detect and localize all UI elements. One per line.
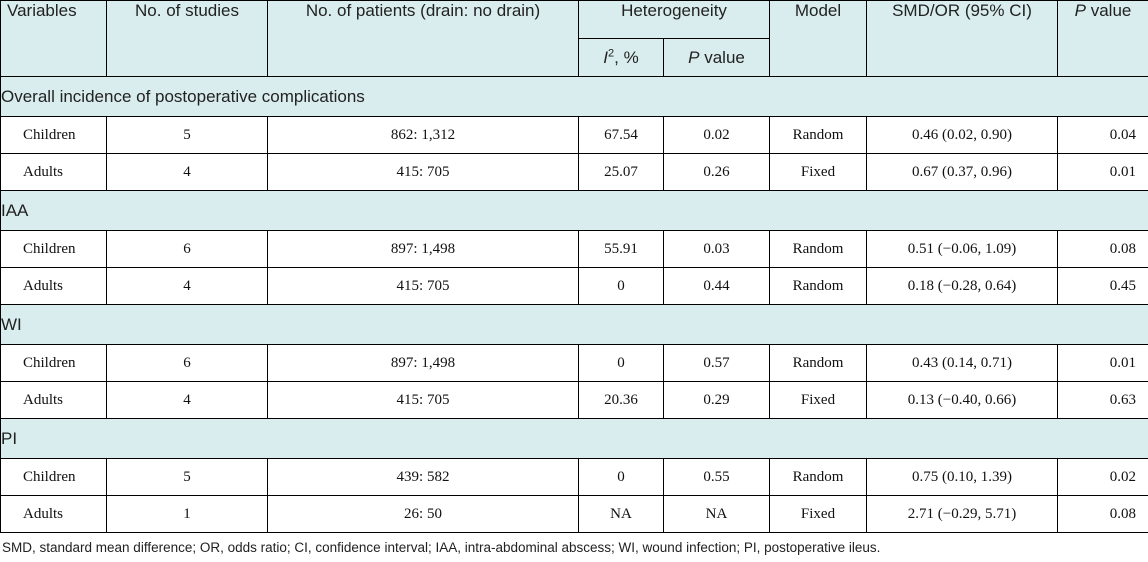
section-row [1,77,1148,117]
cell-patients: 897: 1,498 [268,345,579,382]
cell-i2: 0 [579,459,664,496]
cell-group: Adults [1,154,107,191]
table-row [1,382,1148,419]
header-i2-sup: 2 [608,46,615,59]
cell-p-value: 0.08 [1058,231,1148,268]
table-body [1,77,1148,533]
cell-effect: 0.67 (0.37, 0.96) [867,154,1058,191]
header-het-p [664,39,770,77]
cell-group: Children [1,231,107,268]
cell-effect: 0.13 (−0.40, 0.66) [867,382,1058,419]
cell-effect: 0.43 (0.14, 0.71) [867,345,1058,382]
section-title: Overall incidence of postoperative complications [1,77,1148,117]
cell-patients: 439: 582 [268,459,579,496]
cell-i2: 67.54 [579,117,664,154]
cell-het-p: 0.44 [664,268,770,305]
cell-studies: 4 [107,382,268,419]
cell-het-p: NA [664,496,770,533]
table-row [1,117,1148,154]
cell-patients: 415: 705 [268,382,579,419]
cell-patients: 415: 705 [268,154,579,191]
header-variables: Variables [1,1,107,77]
cell-p-value: 0.63 [1058,382,1148,419]
cell-het-p: 0.29 [664,382,770,419]
cell-patients: 26: 50 [268,496,579,533]
cell-group: Children [1,117,107,154]
cell-het-p: 0.03 [664,231,770,268]
cell-patients: 415: 705 [268,268,579,305]
header-smd-or: SMD/OR (95% CI) [867,1,1058,77]
cell-studies: 4 [107,268,268,305]
cell-i2: 55.91 [579,231,664,268]
cell-group: Children [1,345,107,382]
header-i2-italic: I [603,47,609,67]
cell-model: Fixed [770,154,867,191]
cell-i2: NA [579,496,664,533]
cell-studies: 4 [107,154,268,191]
cell-i2: 25.07 [579,154,664,191]
header-model: Model [770,1,867,77]
cell-i2: 20.36 [579,382,664,419]
cell-patients: 862: 1,312 [268,117,579,154]
header-het-p-italic: P [688,47,700,67]
cell-het-p: 0.26 [664,154,770,191]
cell-effect: 0.51 (−0.06, 1.09) [867,231,1058,268]
section-title: PI [1,419,1148,459]
cell-studies: 1 [107,496,268,533]
cell-model: Fixed [770,382,867,419]
table-row [1,496,1148,533]
section-title: IAA [1,191,1148,231]
table-row [1,268,1148,305]
header-p-value [1058,1,1148,77]
cell-studies: 5 [107,117,268,154]
header-patients: No. of patients (drain: no drain) [268,1,579,77]
cell-model: Random [770,268,867,305]
cell-i2: 0 [579,345,664,382]
cell-studies: 6 [107,345,268,382]
cell-het-p: 0.55 [664,459,770,496]
header-i2 [579,39,664,77]
cell-model: Random [770,117,867,154]
cell-het-p: 0.02 [664,117,770,154]
table-row [1,154,1148,191]
header-i2-suffix: , % [614,47,639,67]
cell-het-p: 0.57 [664,345,770,382]
cell-effect: 2.71 (−0.29, 5.71) [867,496,1058,533]
section-row [1,191,1148,231]
cell-effect: 0.46 (0.02, 0.90) [867,117,1058,154]
header-p-suffix: value [1085,1,1132,20]
cell-p-value: 0.45 [1058,268,1148,305]
section-row [1,305,1148,345]
cell-patients: 897: 1,498 [268,231,579,268]
cell-p-value: 0.04 [1058,117,1148,154]
cell-p-value: 0.01 [1058,345,1148,382]
cell-p-value: 0.08 [1058,496,1148,533]
header-p-italic: P [1074,1,1086,20]
table-footnote: SMD, standard mean difference; OR, odds ratio; CI, confidence interval; IAA, intra-abdominal abscess; WI, wound infection; PI, postoperative ileus. [2,540,881,555]
header-heterogeneity: Heterogeneity [579,1,770,39]
section-row [1,419,1148,459]
section-title: WI [1,305,1148,345]
table-row [1,231,1148,268]
cell-p-value: 0.02 [1058,459,1148,496]
cell-group: Adults [1,268,107,305]
cell-group: Children [1,459,107,496]
cell-i2: 0 [579,268,664,305]
cell-model: Random [770,459,867,496]
cell-group: Adults [1,496,107,533]
table-row [1,345,1148,382]
cell-studies: 5 [107,459,268,496]
cell-model: Random [770,345,867,382]
header-studies: No. of studies [107,1,268,77]
cell-model: Fixed [770,496,867,533]
cell-studies: 6 [107,231,268,268]
header-het-p-suffix: value [699,47,745,67]
cell-model: Random [770,231,867,268]
cell-effect: 0.75 (0.10, 1.39) [867,459,1058,496]
table-row [1,459,1148,496]
cell-p-value: 0.01 [1058,154,1148,191]
cell-effect: 0.18 (−0.28, 0.64) [867,268,1058,305]
cell-group: Adults [1,382,107,419]
